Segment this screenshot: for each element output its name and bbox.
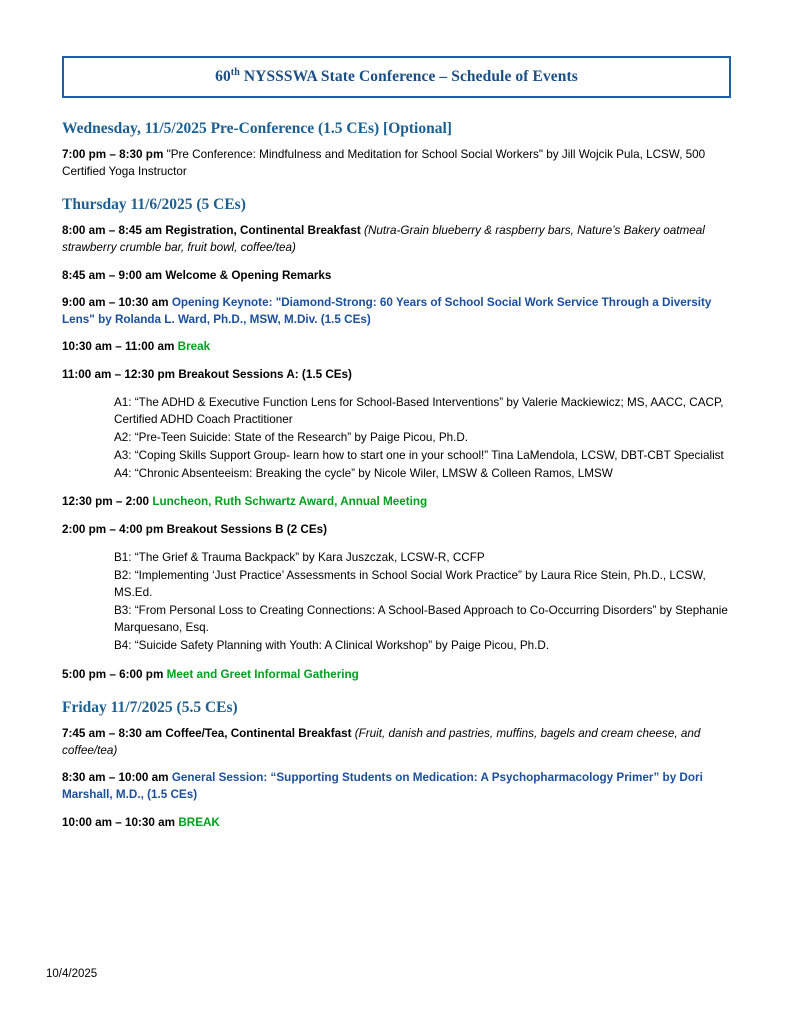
footer-date: 10/4/2025 <box>46 968 98 980</box>
entry-highlight-green: Luncheon, Ruth Schwartz Award, Annual Meeting <box>152 495 428 509</box>
document-title-box <box>62 56 731 98</box>
entry-label: Welcome & Opening Remarks <box>165 268 332 282</box>
breakout-session-item: B4: “Suicide Safety Planning with Youth: A Clinical Workshop” by Paige Picou, Ph.D. <box>114 638 550 652</box>
breakout-session-item: B3: “From Personal Loss to Creating Connections: A School-Based Approach to Co-Occurring Disorders” by Stephanie Marquesano, Esq. <box>114 603 728 634</box>
entry-time: 8:45 am – 9:00 am <box>62 268 166 282</box>
schedule-entry <box>62 367 731 384</box>
entry-highlight-green: Meet and Greet Informal Gathering <box>166 667 359 681</box>
entry-time: 7:45 am – 8:30 am <box>62 727 166 741</box>
schedule-entry <box>62 726 731 759</box>
entry-time: 8:00 am – 8:45 am <box>62 224 166 238</box>
breakout-session-list <box>62 550 731 655</box>
breakout-session-list <box>62 395 731 483</box>
entry-label: Breakout Sessions A: (1.5 CEs) <box>178 368 352 382</box>
schedule-entry <box>62 268 731 285</box>
entry-detail-italic: (Fruit, danish and pastries, muffins, bagels and cream cheese, and coffee/tea) <box>62 727 701 757</box>
entry-time: 11:00 am – 12:30 pm <box>62 368 179 382</box>
schedule-entry <box>62 494 731 511</box>
entry-time: 10:00 am – 10:30 am <box>62 815 179 829</box>
schedule-entry <box>62 815 731 832</box>
entry-time: 9:00 am – 10:30 am <box>62 296 172 310</box>
day-heading: Friday 11/7/2025 (5.5 CEs) <box>62 699 238 717</box>
breakout-session-item: A3: “Coping Skills Support Group- learn how to start one in your school!” Tina LaMendola, LCSW, DBT-CBT Specialist <box>114 448 724 462</box>
entry-detail-italic: (Nutra-Grain blueberry & raspberry bars, Nature’s Bakery oatmeal strawberry crumble bar, fruit bowl, coffee/tea) <box>62 224 705 254</box>
schedule-entry <box>62 295 731 328</box>
breakout-session-item: A4: “Chronic Absenteeism: Breaking the cycle” by Nicole Wiler, LMSW & Colleen Ramos, LMSW <box>114 466 613 480</box>
entry-time: 5:00 pm – 6:00 pm <box>62 667 167 681</box>
entry-highlight-green: BREAK <box>178 815 220 829</box>
day-heading: Wednesday, 11/5/2025 Pre-Conference (1.5 CEs) [Optional] <box>62 120 452 138</box>
page-title: 60th NYSSSWA State Conference – Schedule of Events <box>215 67 578 86</box>
breakout-session-item: A2: “Pre-Teen Suicide: State of the Research” by Paige Picou, Ph.D. <box>114 430 469 444</box>
day-heading: Thursday 11/6/2025 (5 CEs) <box>62 196 246 214</box>
schedule-entry <box>62 770 731 803</box>
entry-body: "Pre Conference: Mindfulness and Meditation for School Social Workers" by Jill Wojcik Pula, LCSW, 500 Certified Yoga Instructor <box>62 148 706 178</box>
entry-highlight-green: Break <box>177 340 211 354</box>
entry-time: 8:30 am – 10:00 am <box>62 771 172 785</box>
schedule-entry <box>62 147 731 180</box>
schedule-entry <box>62 223 731 256</box>
breakout-session-item: B2: “Implementing ‘Just Practice’ Assessments in School Social Work Practice” by Laura Rice Stein, Ph.D., LCSW, MS.Ed. <box>114 568 706 599</box>
entry-label: Breakout Sessions B (2 CEs) <box>166 523 328 537</box>
breakout-session-item: A1: “The ADHD & Executive Function Lens for School-Based Interventions” by Valerie Mackiewicz; MS, AACC, CACP, Certified ADHD Coach Practitioner <box>114 395 724 426</box>
entry-highlight-blue: General Session: “Supporting Students on Medication: A Psychopharmacology Primer” by Dori Marshall, M.D., (1.5 CEs) <box>62 771 703 801</box>
breakout-session-item: B1: “The Grief & Trauma Backpack” by Kara Juszczak, LCSW-R, CCFP <box>114 550 485 564</box>
entry-highlight-blue: Opening Keynote: "Diamond-Strong: 60 Years of School Social Work Service Through a Diversity Lens" by Rolanda L. Ward, Ph.D., MSW, M.Div. (1.5 CEs) <box>62 296 712 326</box>
schedule-entry <box>62 667 731 684</box>
schedule-entry <box>62 339 731 356</box>
entry-time: 2:00 pm – 4:00 pm <box>62 523 167 537</box>
entry-time: 7:00 pm – 8:30 pm <box>62 148 167 162</box>
entry-label: Registration, Continental Breakfast <box>165 224 365 238</box>
schedule-entry <box>62 522 731 539</box>
entry-label: Coffee/Tea, Continental Breakfast <box>165 727 355 741</box>
schedule-body <box>62 120 731 831</box>
entry-time: 10:30 am – 11:00 am <box>62 340 178 354</box>
entry-time: 12:30 pm – 2:00 <box>62 495 153 509</box>
